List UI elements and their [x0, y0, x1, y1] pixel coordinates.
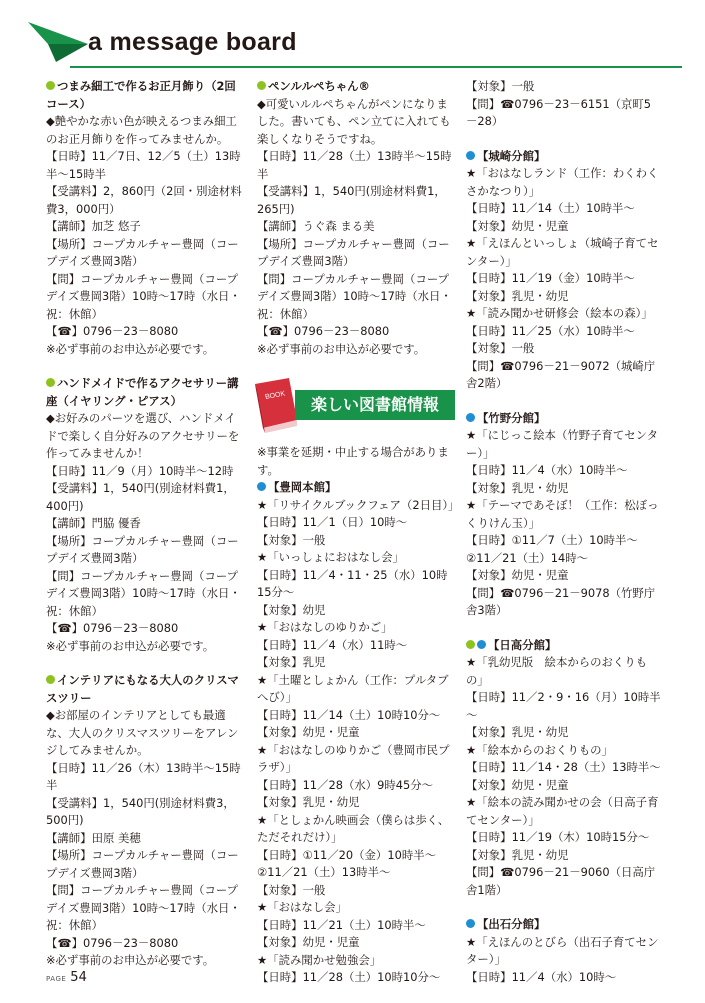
library-line: ★「絵本からのおくりもの」: [466, 742, 613, 757]
library-branch: [466, 916, 662, 986]
library-line: 【日時】11／21（土）10時半～: [257, 917, 426, 932]
event-line: 【場所】コープカルチャー豊岡（コープデイズ豊岡3階）: [46, 533, 239, 565]
library-line: 【問】☎0796－21－9072（城崎庁舎2階）: [466, 358, 656, 390]
event-line: 【講師】田原 美穂: [46, 830, 141, 845]
header-divider: [70, 66, 682, 68]
event-line: 【問】コープカルチャー豊岡（コープデイズ豊岡3階）10時～17時（水日・祝：休館）: [46, 883, 241, 932]
event-section: [257, 78, 455, 358]
library-line: ★「えほんといっしょ（城崎子育てセンター）」: [466, 236, 659, 268]
library-line: ★「リサイクルブックフェア（2日目）」: [257, 497, 460, 512]
event-line: 【場所】コープカルチャー豊岡（コープデイズ豊岡3階）: [46, 848, 239, 880]
library-line: 【対象】幼児・児童: [466, 777, 569, 792]
library-line: 【対象】幼児・児童: [257, 935, 360, 949]
library-branch: [466, 78, 662, 131]
event-line: 【問】コープカルチャー豊岡（コープデイズ豊岡3階）10時～17時（水日・祝：休館）: [46, 568, 241, 618]
paper-plane-icon: [28, 22, 88, 62]
green-dot-icon: [466, 640, 475, 649]
library-notice: ※事業を延期・中止する場合があります。: [257, 445, 449, 477]
library-line: ★「おはなしのゆりかご（豊岡市民プラザ）」: [257, 742, 450, 774]
library-line: 【対象】乳児: [257, 655, 326, 669]
event-line: 【講師】門脇 優香: [46, 516, 141, 530]
library-line: 【対象】幼児・児童: [466, 218, 569, 233]
event-line: 【受講料】1，540円(別途材料費1，400円): [46, 481, 235, 513]
library-line: 【日時】11／4・11・25（水）10時15分～: [257, 567, 448, 599]
event-line: ※必ず事前のお申込が必要です。: [257, 341, 426, 356]
library-line: 【日時】11／14（土）10時10分～: [257, 707, 441, 722]
page-number: 54: [70, 970, 87, 985]
library-line: 【日時】11／4（水）10時半～: [466, 463, 628, 477]
column-left: [46, 78, 246, 987]
library-line: 【対象】一般: [257, 882, 326, 897]
green-dot-icon: [257, 81, 266, 90]
library-line: 【対象】乳児・幼児: [257, 795, 360, 809]
event-section: [46, 672, 246, 970]
event-line: 【☎】0796－23－8080: [46, 935, 179, 950]
library-branch-title: 【豊岡本館】: [268, 480, 337, 494]
library-line: 【日時】11／1（日）10時～: [257, 515, 408, 529]
library-branch: [466, 148, 662, 393]
event-line: 【講師】加芝 悠子: [46, 219, 141, 233]
library-branch-title: 【城崎分館】: [477, 148, 546, 163]
library-line: 【対象】乳児・幼児: [466, 288, 569, 303]
library-line: ★「読み聞かせ勉強会」: [257, 952, 382, 967]
library-line: 【問】☎0796－21－9078（竹野庁舎3階）: [466, 585, 656, 617]
event-line: 【受講料】2，860円（2回・別途材料費3，000円）: [46, 184, 242, 216]
library-line: ★「えほんのとびら（出石子育てセンター）」: [466, 934, 659, 966]
library-line: 【日時】11／19（木）10時15分～: [466, 830, 650, 844]
event-line: 【受講料】1，540円(別途材料費3，500円): [46, 795, 235, 827]
library-line: ★「読み聞かせ研修会（絵本の森）」: [466, 306, 653, 320]
blue-dot-icon: [257, 482, 266, 491]
library-line: 【対象】一般: [466, 79, 535, 93]
library-line: 【日時】11／28（土）10時10分～: [257, 970, 441, 984]
event-line: 【受講料】1，540円(別途材料費1，265円): [257, 184, 446, 216]
page-label: PAGE: [46, 975, 67, 983]
library-line: 【対象】乳児・幼児: [466, 725, 569, 739]
column-middle: [257, 78, 460, 987]
page-title: a message board: [88, 28, 297, 56]
event-line: 【場所】コープカルチャー豊岡（コープデイズ豊岡3階）: [46, 236, 239, 268]
column-right: [466, 78, 662, 1003]
blue-dot-icon: [466, 413, 475, 422]
library-line: 【対象】幼児・児童: [257, 725, 360, 739]
library-line: 【日時】11／4（水）10時～: [466, 969, 617, 984]
library-line: ★「土曜としょかん（工作：プルタブへび）」: [257, 672, 449, 704]
event-line: ◆可愛いルルペちゃんがペンになりました。書いても、ペン立てに入れても楽しくなりそうですね。: [257, 96, 451, 146]
event-title: ペンルルペちゃん®: [268, 79, 370, 93]
event-line: 【日時】11／9（月）10時半～12時: [46, 463, 234, 478]
library-branch: [466, 410, 662, 620]
event-line: 【講師】うぐ森 まる美: [257, 219, 375, 233]
library-banner: [257, 376, 455, 436]
library-line: ★「としょかん映画会（僕らは歩く、ただそれだけ）」: [257, 812, 450, 844]
event-line: 【☎】0796－23－8080: [46, 324, 179, 338]
green-dot-icon: [46, 81, 55, 90]
event-line: 【問】コープカルチャー豊岡（コープデイズ豊岡3階）10時～17時（水日・祝：休館）: [257, 271, 452, 321]
library-line: ★「おはなし会」: [257, 900, 347, 914]
green-dot-icon: [46, 378, 55, 387]
event-line: ※必ず事前のお申込が必要です。: [46, 953, 215, 967]
event-title: ハンドメイドで作るアクセサリー講座（イヤリング・ピアス）: [46, 376, 239, 408]
library-line: 【対象】一般: [466, 341, 535, 355]
book-icon: [249, 376, 301, 434]
library-branch-title: 【竹野分館】: [477, 410, 546, 425]
library-banner-title: 楽しい図書館情報: [295, 390, 455, 420]
svg-text:BOOK: BOOK: [264, 390, 286, 401]
event-title: インテリアにもなる大人のクリスマスツリー: [46, 673, 239, 705]
library-line: 【日時】①11／20（金）10時半～②11／21（土）13時半～: [257, 847, 436, 879]
library-line: 【対象】乳児・幼児: [466, 847, 569, 862]
event-line: 【☎】0796－23－8080: [46, 621, 179, 635]
library-line: 【対象】幼児: [257, 602, 326, 617]
event-line: ◆お好みのパーツを選び、ハンドメイドで楽しく自分好みのアクセサリーを作ってみませんか！: [46, 411, 240, 460]
event-title: つまみ細工で作るお正月飾り（2回コース）: [46, 79, 236, 111]
library-line: ★「乳幼児版 絵本からのおくりもの」: [466, 655, 648, 687]
library-line: 【対象】一般: [257, 532, 326, 547]
library-branch-title: 【出石分館】: [477, 917, 546, 931]
library-line: ★「おはなしのゆりかご」: [257, 620, 393, 634]
library-line: ★「テーマであそぼ！（工作：松ぼっくりけん玉）」: [466, 498, 659, 530]
library-line: ★「いっしょにおはなし会」: [257, 550, 404, 564]
blue-dot-icon: [466, 919, 475, 928]
event-line: 【日時】11／28（土）13時半～15時半: [257, 149, 452, 181]
event-line: 【☎】0796－23－8080: [257, 324, 390, 338]
library-line: 【日時】11／2・9・16（月）10時半～: [466, 690, 661, 722]
blue-dot-icon: [466, 151, 475, 160]
library-line: 【日時】11／14・28（土）13時半～: [466, 760, 661, 774]
event-line: ※必ず事前のお申込が必要です。: [46, 638, 215, 653]
event-section: [46, 78, 246, 358]
event-line: 【日時】11／7日、12／5（土）13時半～15時半: [46, 149, 241, 181]
event-line: 【場所】コープカルチャー豊岡（コープデイズ豊岡3階）: [257, 236, 450, 268]
event-line: 【問】コープカルチャー豊岡（コープデイズ豊岡3階）10時～17時（水日・祝：休館）: [46, 271, 241, 321]
library-line: ★「絵本の読み聞かせの会（日高子育てセンター）」: [466, 795, 659, 827]
library-line: 【日時】11／19（金）10時半～: [466, 271, 635, 285]
event-line: ◆艶やかな赤い色が映えるつまみ細工のお正月飾りを作ってみませんか。: [46, 114, 237, 146]
library-branch: [466, 637, 662, 900]
event-line: 【日時】11／26（木）13時半～15時半: [46, 760, 241, 792]
library-line: 【対象】幼児・児童: [466, 568, 569, 582]
library-line: 【日時】11／25（水）10時半～: [466, 323, 635, 338]
green-dot-icon: [46, 675, 55, 684]
library-line: 【日時】11／28（水）9時45分～: [257, 777, 434, 792]
library-line: 【日時】11／4（水）11時～: [257, 637, 408, 652]
library-line: 【対象】乳児・幼児: [466, 480, 569, 495]
library-branch-title: 【日高分館】: [488, 637, 557, 652]
library-line: ★「おはなしランド（工作：わくわくさかなつり）」: [466, 166, 659, 198]
event-line: ◆お部屋のインテリアとしても最適な、大人のクリスマスツリーをアレンジしてみませんか。: [46, 708, 239, 757]
library-line: 【問】☎0796－23－6151（京町5－28）: [466, 96, 652, 128]
event-section: [46, 375, 246, 655]
library-line: ★「にじっこ絵本（竹野子育てセンター）」: [466, 428, 659, 460]
page-header: [0, 0, 705, 70]
event-line: ※必ず事前のお申込が必要です。: [46, 341, 215, 356]
page-footer: [46, 970, 87, 985]
library-line: 【日時】①11／7（土）10時半～②11／21（土）14時～: [466, 533, 638, 565]
library-line: 【問】☎0796－21－9060（日高庁舎1階）: [466, 865, 656, 897]
blue-dot-icon: [477, 640, 486, 649]
library-line: 【日時】11／14（土）10時半～: [466, 201, 635, 215]
